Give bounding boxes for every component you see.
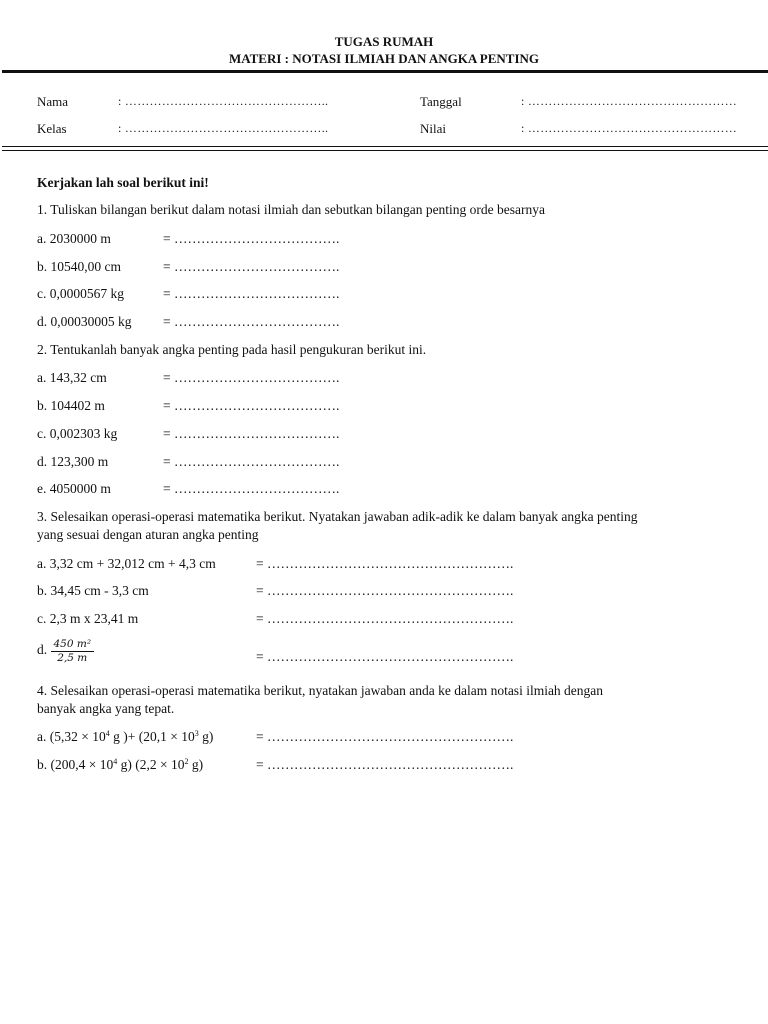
q3-item-d-prefix: d. — [37, 642, 48, 658]
q3-item-a-label: a. 3,32 cm + 32,012 cm + 4,3 cm — [37, 556, 216, 571]
q4-a-part1: a. (5,32 × 10 — [37, 729, 106, 744]
question-3-text-line2: yang sesuai dengan aturan angka penting — [37, 527, 259, 542]
nilai-field: : …………………………………………… — [521, 121, 738, 135]
q4-item-b-answer: = ………………………………………………. — [256, 757, 514, 772]
q4-a-exponent2: 3 — [194, 729, 199, 738]
question-1-text: 1. Tuliskan bilangan berikut dalam notasi ilmiah dan sebutkan bilangan penting orde besarnya — [37, 202, 546, 217]
nama-label: Nama — [37, 94, 69, 109]
q1-item-a-label: a. 2030000 m — [37, 231, 111, 246]
q2-item-a-answer: = ………………………………. — [163, 370, 340, 385]
identity-rule-2 — [2, 150, 768, 151]
tanggal-label: Tanggal — [420, 94, 462, 109]
q2-item-e-answer: = ………………………………. — [163, 481, 340, 496]
q1-item-c-answer: = ………………………………. — [163, 286, 340, 301]
q4-b-exponent2: 2 — [184, 757, 189, 766]
tanggal-field: : …………………………………………… — [521, 94, 738, 108]
q4-a-part2: g )+ (20,1 × 10 — [109, 729, 195, 744]
instruction: Kerjakan lah soal berikut ini! — [37, 175, 209, 190]
question-3-text-line1: 3. Selesaikan operasi-operasi matematika berikut. Nyatakan jawaban adik-adik ke dalam banyak angka penting — [37, 509, 638, 524]
q2-item-c-answer: = ………………………………. — [163, 426, 340, 441]
q1-item-c-label: c. 0,0000567 kg — [37, 286, 124, 301]
q3-item-c-answer: = ………………………………………………. — [256, 611, 514, 626]
q3-item-c-label: c. 2,3 m x 23,41 m — [37, 611, 139, 626]
q4-b-part2: g) (2,2 × 10 — [117, 757, 185, 772]
q1-item-b-label: b. 10540,00 cm — [37, 259, 121, 274]
q3-item-b-label: b. 34,45 cm - 3,3 cm — [37, 583, 149, 598]
q4-a-part3: g) — [198, 729, 214, 744]
q2-item-c-label: c. 0,002303 kg — [37, 426, 118, 441]
kelas-label: Kelas — [37, 121, 67, 136]
q3-item-d — [37, 638, 94, 664]
question-4-text-line2: banyak angka yang tepat. — [37, 701, 175, 716]
q4-a-exponent1: 4 — [105, 729, 110, 738]
fraction-denominator: 2,5 m — [57, 651, 88, 664]
q2-item-b-label: b. 104402 m — [37, 398, 105, 413]
nilai-label: Nilai — [420, 121, 446, 136]
q3-item-d-answer: = ………………………………………………. — [256, 649, 514, 664]
kelas-field: : ………………………………………….. — [118, 121, 329, 135]
q1-item-b-answer: = ………………………………. — [163, 259, 340, 274]
nama-field: : ………………………………………….. — [118, 94, 329, 108]
worksheet-subtitle: MATERI : NOTASI ILMIAH DAN ANGKA PENTING — [228, 51, 540, 66]
q3-item-b-answer: = ………………………………………………. — [256, 583, 514, 598]
question-4-text-line1: 4. Selesaikan operasi-operasi matematika berikut, nyatakan jawaban anda ke dalam notasi ilmiah dengan — [37, 683, 604, 698]
q2-item-a-label: a. 143,32 cm — [37, 370, 107, 385]
identity-rule-1 — [2, 146, 768, 147]
q3-item-a-answer: = ………………………………………………. — [256, 556, 514, 571]
question-2-text: 2. Tentukanlah banyak angka penting pada hasil pengukuran berikut ini. — [37, 342, 427, 357]
q4-item-b-label — [37, 757, 203, 773]
worksheet-title: TUGAS RUMAH — [334, 34, 434, 49]
q1-item-a-answer: = ………………………………. — [163, 231, 340, 246]
q2-item-e-label: e. 4050000 m — [37, 481, 111, 496]
header-top-rule — [2, 70, 768, 73]
q2-item-b-answer: = ………………………………. — [163, 398, 340, 413]
q3-item-d-fraction — [51, 638, 95, 664]
q4-b-part1: b. (200,4 × 10 — [37, 757, 114, 772]
q4-b-exponent1: 4 — [113, 757, 118, 766]
q4-item-a-label — [37, 729, 213, 745]
q4-item-a-answer: = ………………………………………………. — [256, 729, 514, 744]
q4-b-part3: g) — [188, 757, 204, 772]
q1-item-d-label: d. 0,00030005 kg — [37, 314, 132, 329]
q2-item-d-answer: = ………………………………. — [163, 454, 340, 469]
fraction-numerator: 450 m² — [51, 638, 95, 652]
q2-item-d-label: d. 123,300 m — [37, 454, 109, 469]
q1-item-d-answer: = ………………………………. — [163, 314, 340, 329]
